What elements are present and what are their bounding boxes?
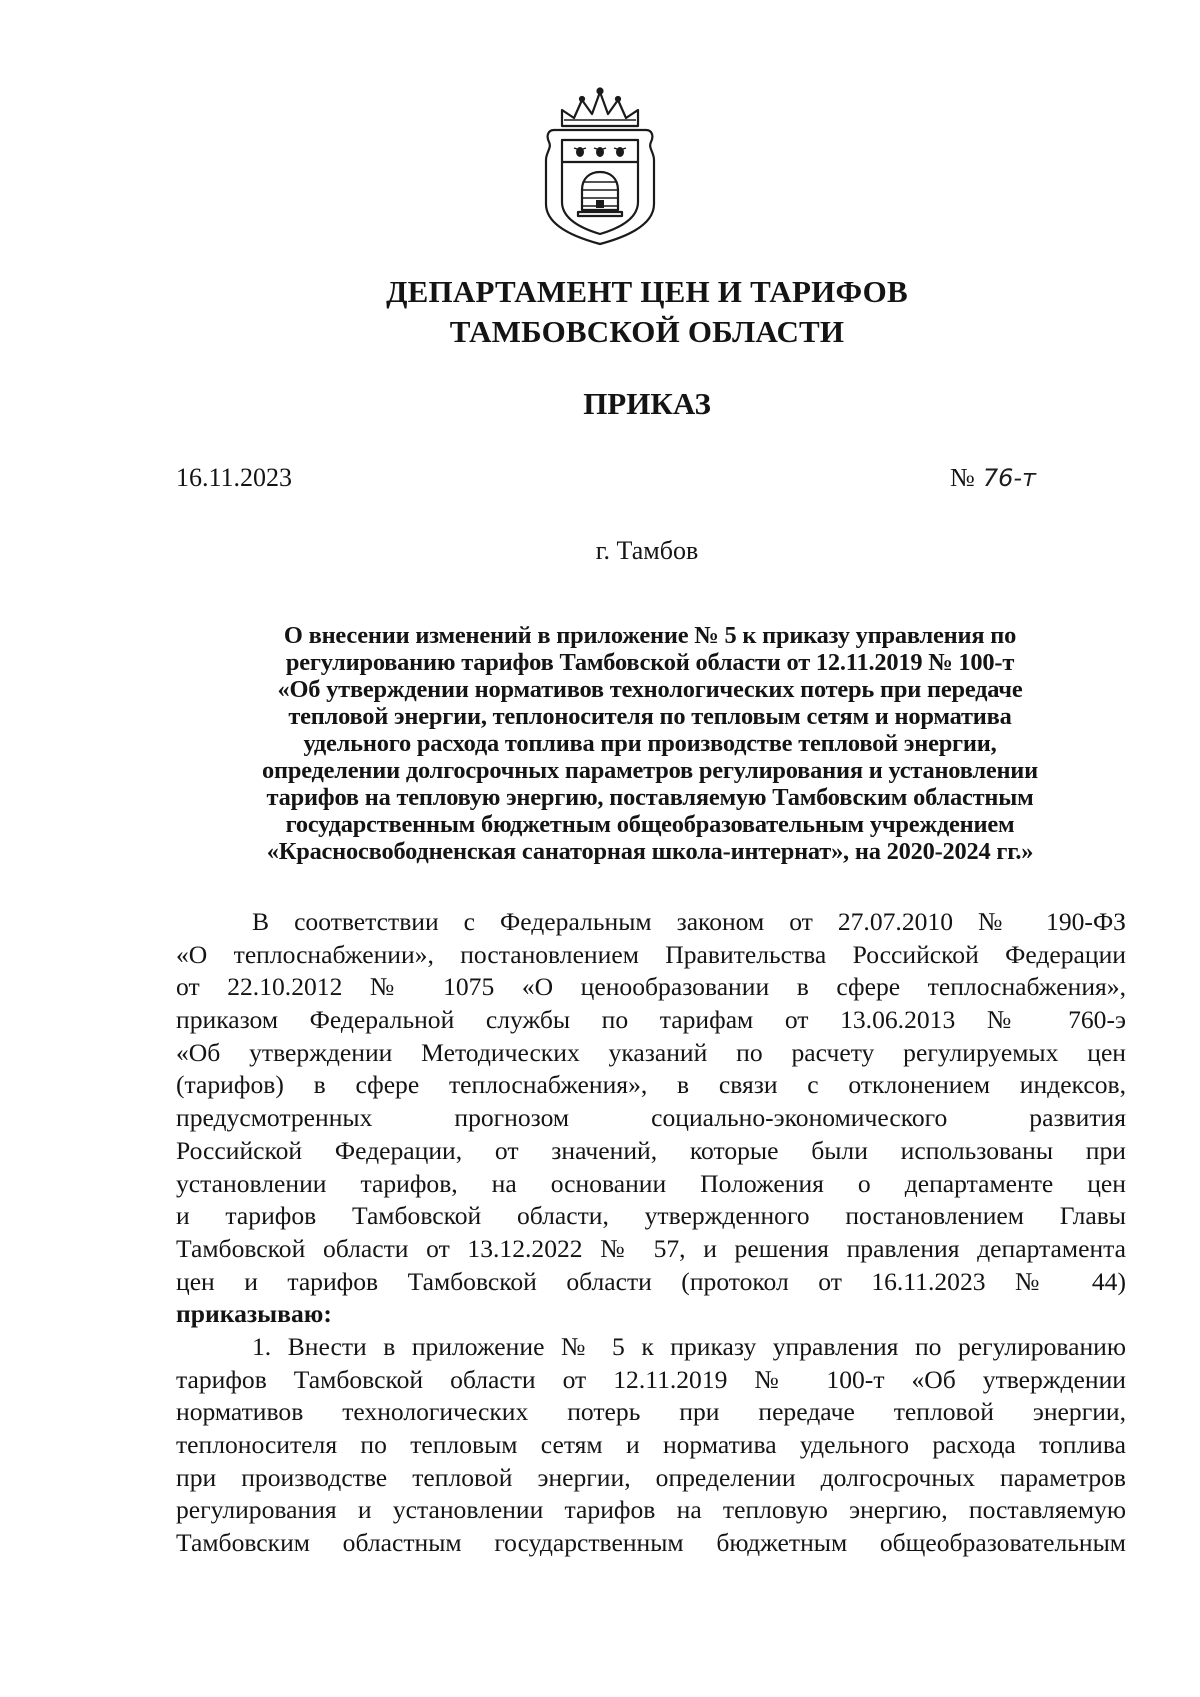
preamble-line: В соответствии с Федеральным законом от 27.07.2010 № 190-ФЗ xyxy=(252,907,1126,936)
document-body xyxy=(176,906,1126,1560)
preamble-line: предусмотренных прогнозом социально-экономического развития xyxy=(176,1103,1126,1133)
item-1-line: регулирования и установлении тарифов на тепловую энергию, поставляемую xyxy=(176,1495,1126,1525)
order-word: приказываю: xyxy=(176,1299,332,1329)
title-line: удельного расхода топлива при производстве тепловой энергии, xyxy=(303,730,997,757)
organization-name-line-1: ДЕПАРТАМЕНТ ЦЕН И ТАРИФОВ xyxy=(386,274,908,309)
item-1-line: Тамбовским областным государственным бюджетным общеобразовательным xyxy=(176,1528,1126,1558)
preamble-line: Тамбовской области от 13.12.2022 № 57, и решения правления департамента xyxy=(176,1233,1126,1263)
title-line: «Об утверждении нормативов технологических потерь при передаче xyxy=(277,676,1023,703)
title-line: определении долгосрочных параметров регулирования и установлении xyxy=(261,757,1039,784)
preamble-line: «О теплоснабжении», постановлением Правительства Российской Федерации xyxy=(176,939,1126,969)
title-line: «Красносвободненская санаторная школа-интернат», на 2020-2024 гг.» xyxy=(266,838,1034,865)
number-prefix: № xyxy=(950,463,975,492)
item-1-line: при производстве тепловой энергии, определении долгосрочных параметров xyxy=(176,1462,1126,1492)
title-line: О внесении изменений в приложение № 5 к приказу управления по xyxy=(283,622,1017,649)
organization-name-line-2: ТАМБОВСКОЙ ОБЛАСТИ xyxy=(449,314,845,349)
document-date: 16.11.2023 xyxy=(176,463,293,492)
preamble-line: от 22.10.2012 № 1075 «О ценообразовании в сфере теплоснабжения», xyxy=(176,972,1126,1002)
organization-name xyxy=(0,272,1200,352)
document-type: ПРИКАЗ xyxy=(583,386,711,421)
preamble-line: и тарифов Тамбовской области, утвержденного постановлением Главы xyxy=(176,1201,1126,1231)
document-city: г. Тамбов xyxy=(595,536,699,565)
preamble-line: цен и тарифов Тамбовской области (протокол от 16.11.2023 № 44) xyxy=(176,1266,1126,1296)
preamble-line: Российской Федерации, от значений, которые были использованы при xyxy=(176,1135,1126,1165)
preamble-line: приказом Федеральной службы по тарифам от 13.06.2013 № 760-э xyxy=(176,1005,1126,1035)
preamble-line: установлении тарифов, на основании Положения о департаменте цен xyxy=(176,1168,1126,1198)
item-1-line: 1. Внести в приложение № 5 к приказу управления по регулированию xyxy=(252,1331,1126,1361)
preamble-line: (тарифов) в сфере теплоснабжения», в связи с отклонением индексов, xyxy=(176,1070,1126,1100)
preamble-line: «Об утверждении Методических указаний по расчету регулируемых цен xyxy=(176,1037,1126,1067)
handwritten-number: 76-т xyxy=(982,464,1036,492)
item-1-line: тарифов Тамбовской области от 12.11.2019 № 100-т «Об утверждении xyxy=(176,1364,1126,1394)
title-line: государственным бюджетным общеобразовательным учреждением xyxy=(285,811,1015,838)
title-line: тарифов на тепловую энергию, поставляемую Тамбовским областным xyxy=(266,784,1034,811)
title-line: регулированию тарифов Тамбовской области от 12.11.2019 № 100-т xyxy=(285,649,1015,676)
title-line: тепловой энергии, теплоносителя по тепловым сетям и норматива xyxy=(288,703,1012,730)
order-word-line xyxy=(176,1298,1126,1331)
item-1-line: теплоносителя по тепловым сетям и норматива удельного расхода топлива xyxy=(176,1430,1126,1459)
item-1-line: нормативов технологических потерь при передаче тепловой энергии, xyxy=(176,1397,1126,1427)
tambov-region-coat-of-arms-icon xyxy=(540,86,660,248)
document-title xyxy=(176,622,1124,865)
document-number xyxy=(950,461,1036,495)
